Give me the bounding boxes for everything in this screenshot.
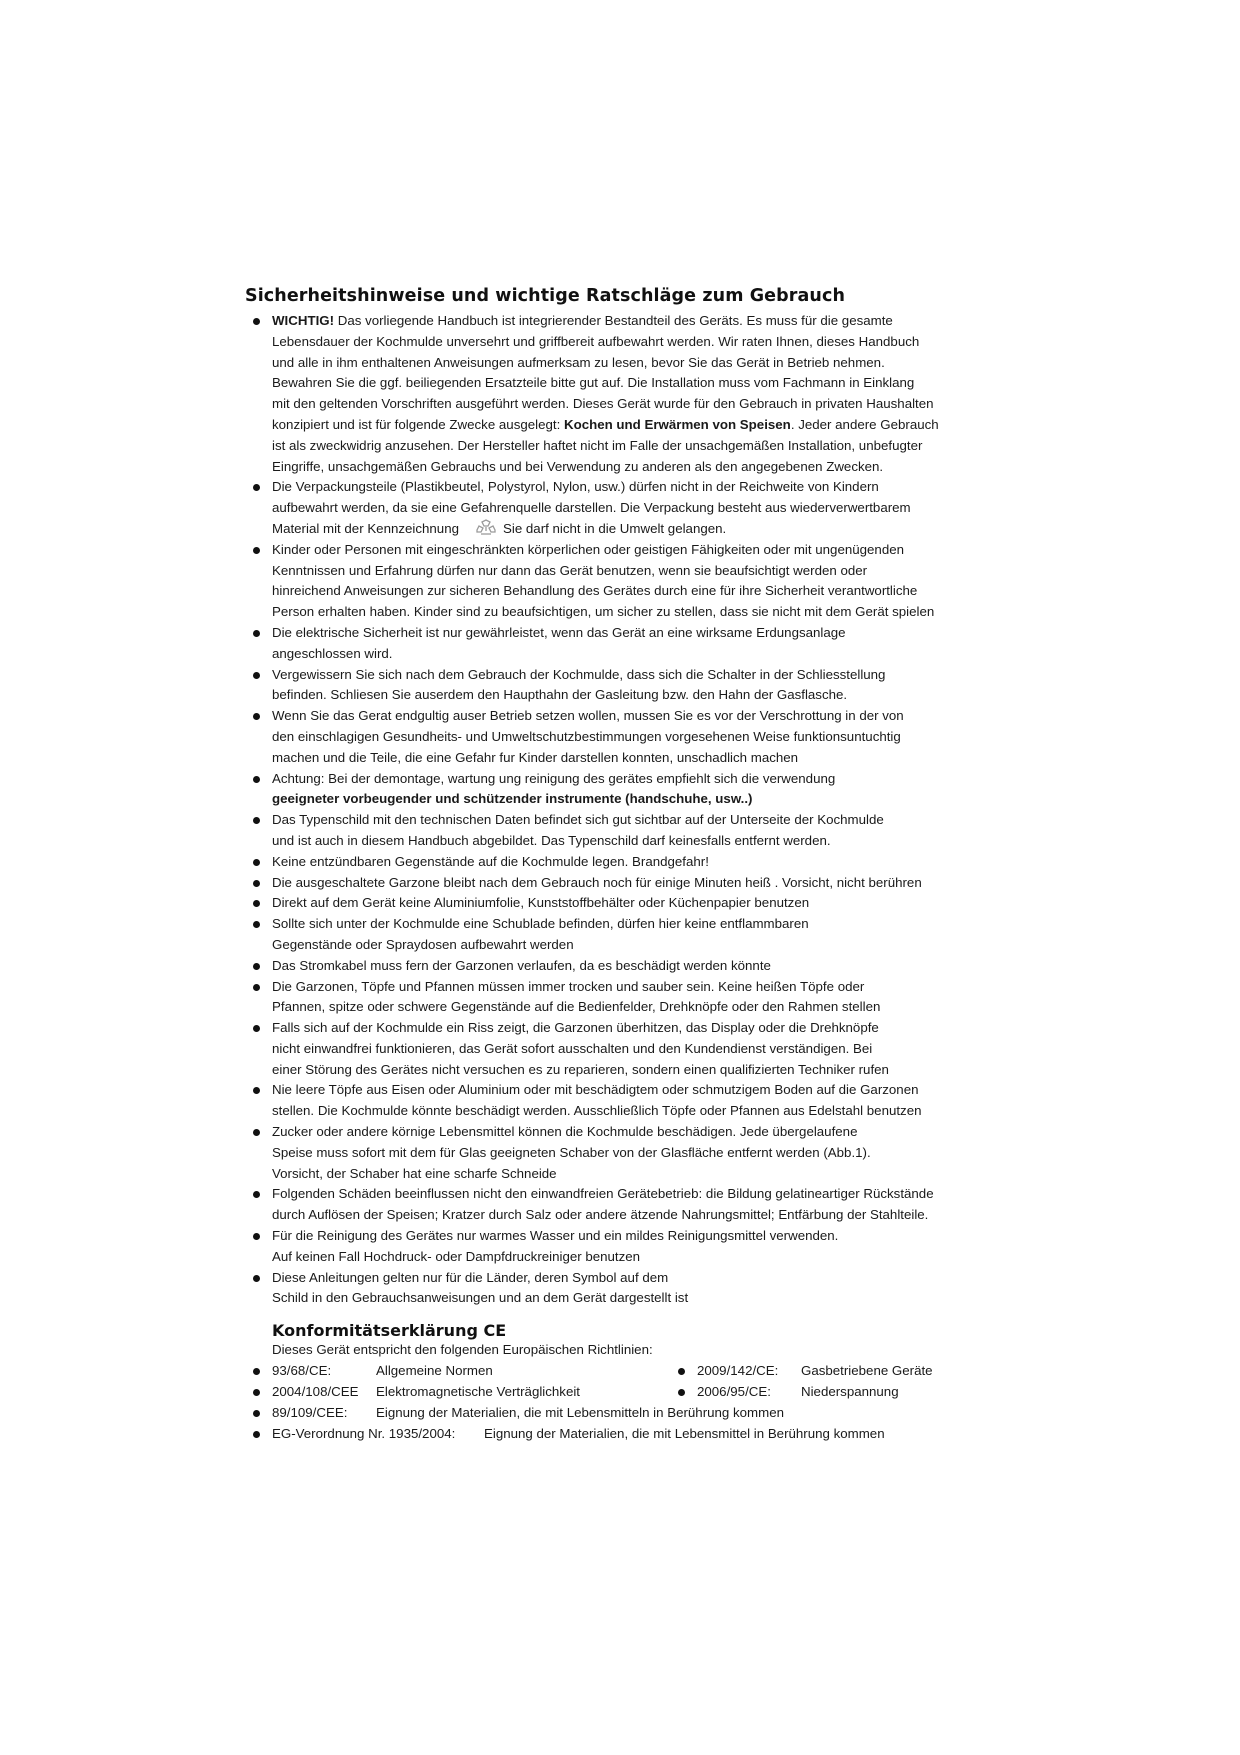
safety-item-children: Kinder oder Personen mit eingeschränkten körperlichen oder geistigen Fähigkeiten oder mit ungenügenden Kenntnissen und Erfahrung dürfen nur dann das Gerät benutzen, wenn sie beaufsichtigt werden oder hinreichend Anweisungen zur sicheren Behandlung des Gerätes durch eine für ihre Sicherheit verantwortliche Person erhalten haben. Kinder sind zu beaufsichtigen, um sicher zu stellen, dass sie nicht mit dem Gerät spielen — [245, 540, 1005, 623]
safety-item-hot-zone: Die ausgeschaltete Garzone bleibt nach dem Gebrauch noch für einige Minuten heiß . Vorsicht, nicht berühren — [245, 873, 1005, 894]
conformity-title: Konformitätserklärung CE — [272, 1321, 507, 1341]
safety-item-rating-plate: Das Typenschild mit den technischen Daten befindet sich gut sichtbar auf der Unterseite der Kochmulde und ist auch in diesem Handbuch abgebildet. Das Typenschild darf keinesfalls entfernt werden. — [245, 810, 1005, 852]
safety-item-power-cable: Das Stromkabel muss fern der Garzonen verlaufen, da es beschädigt werden könnte — [245, 956, 1005, 977]
safety-page — [245, 286, 1005, 1445]
safety-item-sugar: Zucker oder andere körnige Lebensmittel können die Kochmulde beschädigen. Jede übergelaufene Speise muss sofort mit dem für Glas geeigneten Schaber von der Glasfläche entfernt werden (Abb.1). Vorsicht, der Schaber hat eine scharfe Schneide — [245, 1122, 1005, 1184]
safety-item-foil: Direkt auf dem Gerät keine Aluminiumfolie, Kunststoffbehälter oder Küchenpapier benutzen — [245, 893, 1005, 914]
safety-list — [245, 311, 1005, 1309]
important-label: WICHTIG! — [272, 313, 335, 328]
safety-item-switches: Vergewissern Sie sich nach dem Gebrauch der Kochmulde, dass sich die Schalter in der Schliesstellung befinden. Schliesen Sie auserdem den Haupthahn der Gasleitung bzw. den Hahn der Gasflasche. — [245, 665, 1005, 707]
norm-item: 89/109/CEE: Eignung der Materialien, die mit Lebensmitteln in Berührung kommen — [272, 1403, 784, 1424]
safety-item-crack: Falls sich auf der Kochmulde ein Riss zeigt, die Garzonen überhitzen, das Display oder die Drehknöpfe nicht einwandfrei funktionieren, das Gerät sofort ausschalten und den Kundendienst verständigen. Bei einer Störung des Gerätes nicht versuchen es zu reparieren, sondern einen qualifizierten Techniker rufen — [245, 1018, 1005, 1080]
safety-item-damages: Folgenden Schäden beeinflussen nicht den einwandfreien Gerätebetrieb: die Bildung gelatineartiger Rückstände durch Auflösen der Speisen; Kratzer durch Salz oder andere ätzende Nahrungsmittel; Entfärbung der Stahlteile. — [245, 1184, 1005, 1226]
safety-item-cleaning: Für die Reinigung des Gerätes nur warmes Wasser und ein mildes Reinigungsmittel verwenden. Auf keinen Fall Hochdruck- oder Dampfdruckreiniger benutzen — [245, 1226, 1005, 1268]
safety-item-grounding: Die elektrische Sicherheit ist nur gewährleistet, wenn das Gerät an eine wirksame Erdungsanlage angeschlossen wird. — [245, 623, 1005, 665]
conformity-norms — [245, 1361, 1005, 1445]
safety-item-protective-gear: Achtung: Bei der demontage, wartung ung reinigung des gerätes empfiehlt sich die verwendung geeigneter vorbeugender und schützender instrumente (handschuhe, usw..) — [245, 769, 1005, 811]
safety-item-countries: Diese Anleitungen gelten nur für die Länder, deren Symbol auf dem Schild in den Gebrauchsanweisungen und an dem Gerät dargestellt ist — [245, 1268, 1005, 1310]
intended-use-emphasis: Kochen und Erwärmen von Speisen — [563, 416, 791, 432]
norm-item: 2004/108/CEE Elektromagnetische Verträglichkeit — [272, 1382, 580, 1403]
recycle-icon — [473, 519, 499, 537]
safety-item-clean-dry: Die Garzonen, Töpfe und Pfannen müssen immer trocken und sauber sein. Keine heißen Töpfe oder Pfannen, spitze oder schwere Gegenstände auf die Bedienfelder, Drehknöpfe oder den Rahmen stellen — [245, 977, 1005, 1019]
page-title: Sicherheitshinweise und wichtige Ratschläge zum Gebrauch — [245, 286, 846, 306]
norm-item: 2006/95/CE: Niederspannung — [697, 1382, 899, 1403]
safety-item-important: WICHTIG! Das vorliegende Handbuch ist integrierender Bestandteil des Geräts. Es muss für die gesamte Lebensdauer der Kochmulde unversehrt und griffbereit aufbewahrt werden. Wir raten Ihnen, dieses Handbuch und alle in ihm enthaltenen Anweisungen aufmerksam zu lesen, bevor Sie das Gerät in Betrieb nehmen. Bewahren Sie die ggf. beiliegenden Ersatzteile bitte gut auf. Die Installation muss vom Fachmann in Einklang mit den geltenden Vorschriften ausgeführt werden. Dieses Gerät wurde für den Gebrauch in privaten Haushalten konzipiert und ist für folgende Zwecke ausgelegt: Kochen und Erwärmen von Speisen. Jeder andere Gebrauch ist als zweckwidrig anzusehen. Der Hersteller haftet nicht im Falle der unsachgemäßen Installation, unbefugter Eingriffe, unsachgemäßen Gebrauchs und bei Verwendung zu anderen als den angegebenen Zwecken. — [245, 311, 1005, 477]
norm-item: 93/68/CE: Allgemeine Normen — [272, 1361, 493, 1382]
norm-item: 2009/142/CE: Gasbetriebene Geräte — [697, 1361, 933, 1382]
safety-item-disposal: Wenn Sie das Gerat endgultig auser Betrieb setzen wollen, mussen Sie es vor der Verschrottung in der von den einschlagigen Gesundheits- und Umweltschutzbestimmungen vorgesehenen Weise funktionsuntuchtig machen und die Teile, die eine Gefahr fur Kinder darstellen konnten, unschadlich machen — [245, 706, 1005, 768]
safety-item-empty-pots: Nie leere Töpfe aus Eisen oder Aluminium oder mit beschädigtem oder schmutzigem Boden auf die Garzonen stellen. Die Kochmulde könnte beschädigt werden. Ausschließlich Töpfe oder Pfannen aus Edelstahl benutzen — [245, 1080, 1005, 1122]
conformity-intro: Dieses Gerät entspricht den folgenden Europäischen Richtlinien: — [272, 1342, 653, 1358]
norm-item: EG-Verordnung Nr. 1935/2004: Eignung der Materialien, die mit Lebensmittel in Berührung kommen — [272, 1424, 885, 1445]
safety-item-flammables: Keine entzündbaren Gegenstände auf die Kochmulde legen. Brandgefahr! — [245, 852, 1005, 873]
safety-item-drawer: Sollte sich unter der Kochmulde eine Schublade befinden, dürfen hier keine entflammbaren Gegenstände oder Spraydosen aufbewahrt werden — [245, 914, 1005, 956]
safety-item-packaging: Die Verpackungsteile (Plastikbeutel, Polystyrol, Nylon, usw.) dürfen nicht in der Reichweite von Kindern aufbewahrt werden, da sie eine Gefahrenquelle darstellen. Die Verpackung besteht aus wiederverwertbarem Material mit der Kennzeichnung Sie darf nicht in die Umwelt gelangen. — [245, 477, 1005, 539]
